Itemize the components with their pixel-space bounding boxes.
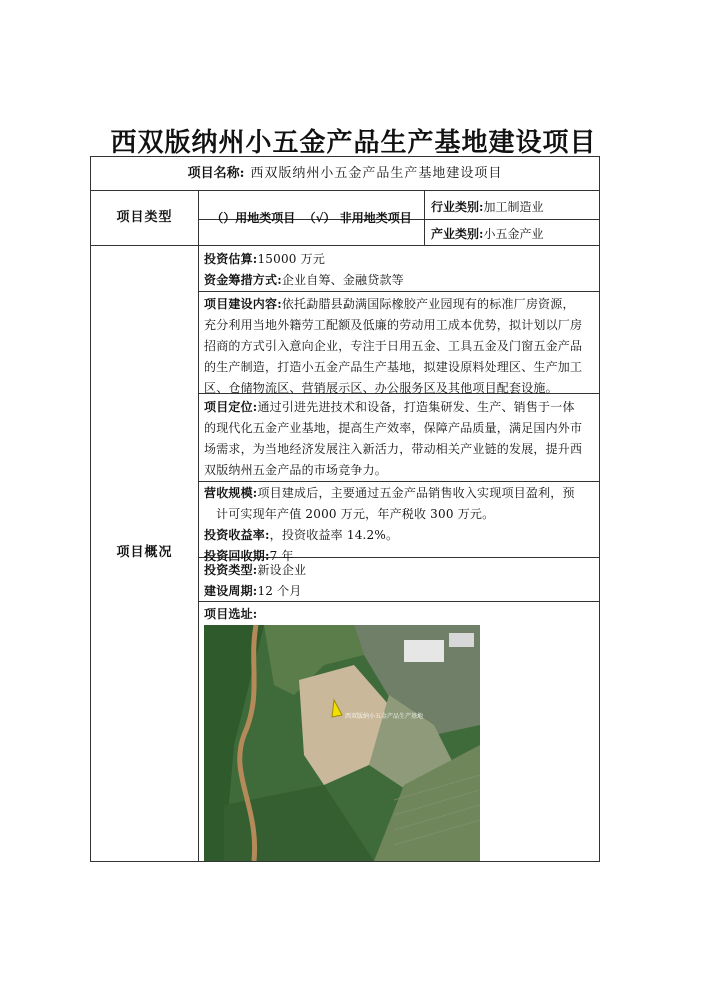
column-divider — [198, 190, 199, 861]
funding-label: 资金筹措方式: — [204, 273, 282, 287]
period-label: 建设周期: — [204, 584, 258, 598]
content-line: 的生产制造，打造小五金产品生产基地，拟建设原料处理区、生产加工 — [204, 360, 583, 374]
row-divider — [198, 291, 599, 292]
project-name-row — [91, 157, 599, 190]
invest-type-label: 投资类型: — [204, 563, 258, 577]
positioning-paragraph — [204, 397, 596, 481]
overview-label: 项目概况 — [116, 545, 173, 560]
payback-value: 7 年 — [269, 549, 294, 563]
invest-type-value: 新设企业 — [257, 563, 307, 577]
investment-value: 15000 万元 — [257, 252, 326, 266]
project-type-label: 项目类型 — [116, 209, 173, 225]
industry-label: 行业类别: — [431, 200, 484, 214]
content-line: 招商的方式引入意向企业，专注于日用五金、工具五金及门窗五金产品 — [204, 339, 583, 353]
funding-line — [204, 270, 596, 291]
scale-label: 营收规模: — [204, 486, 258, 500]
positioning-line: 场需求，为当地经济发展注入新活力，带动相关产业链的发展，提升西 — [204, 442, 583, 456]
scale-line: 计可实现年产值 2000 万元，年产税收 300 万元。 — [216, 507, 495, 521]
content-label: 项目建设内容: — [204, 297, 282, 311]
positioning-line: 通过引进先进技术和设备，打造集研发、生产、销售于一体 — [257, 400, 575, 414]
industry-row — [431, 197, 599, 217]
row-divider — [198, 481, 599, 482]
map-marker-label: 西双版纳小五金产品生产基地 — [345, 713, 424, 720]
content-paragraph — [204, 294, 596, 399]
category-label: 产业类别: — [431, 227, 484, 241]
satellite-image — [204, 625, 480, 861]
industry-value: 加工制造业 — [483, 200, 544, 214]
invest-type-line — [204, 560, 596, 581]
content-line: 充分利用当地外籍劳工配额及低廉的劳动用工成本优势，拟计划以厂房 — [204, 318, 583, 332]
positioning-line: 双版纳州五金产品的市场竞争力。 — [204, 463, 388, 477]
period-value: 12 个月 — [257, 584, 302, 598]
content-line: 区、仓储物流区、营销展示区、办公服务区及其他项目配套设施。 — [204, 381, 558, 395]
project-name-label: 项目名称: — [187, 165, 245, 181]
period-line — [204, 581, 596, 602]
positioning-label: 项目定位: — [204, 400, 258, 414]
scale-paragraph — [204, 483, 596, 567]
site-satellite-map — [204, 625, 480, 861]
content-line: 依托勐腊县勐满国际橡胶产业园现有的标准厂房资源， — [281, 297, 575, 311]
positioning-line: 的现代化五金产业基地，提高生产效率，保障产品质量，满足国内外市 — [204, 421, 583, 435]
return-rate-value: ，投资收益率 14.2%。 — [269, 528, 399, 542]
column-divider — [424, 190, 425, 245]
project-table — [90, 156, 600, 862]
document-title: 西双版纳州小五金产品生产基地建设项目 — [110, 128, 597, 158]
project-name-value: 西双版纳州小五金产品生产基地建设项目 — [250, 165, 503, 181]
funding-value: 企业自筹、金融贷款等 — [281, 273, 404, 287]
category-value: 小五金产业 — [483, 227, 544, 241]
site-label: 项目选址: — [204, 607, 258, 621]
payback-label: 投资回收期: — [204, 549, 270, 563]
investment-line — [204, 249, 596, 270]
investment-label: 投资估算: — [204, 252, 258, 266]
return-rate-label: 投资收益率: — [204, 528, 270, 542]
scale-line: 项目建成后，主要通过五金产品销售收入实现项目盈利，预 — [257, 486, 575, 500]
project-type-options: （）用地类项目 （√） 非用地类项目 — [211, 210, 412, 225]
category-row — [431, 224, 599, 244]
